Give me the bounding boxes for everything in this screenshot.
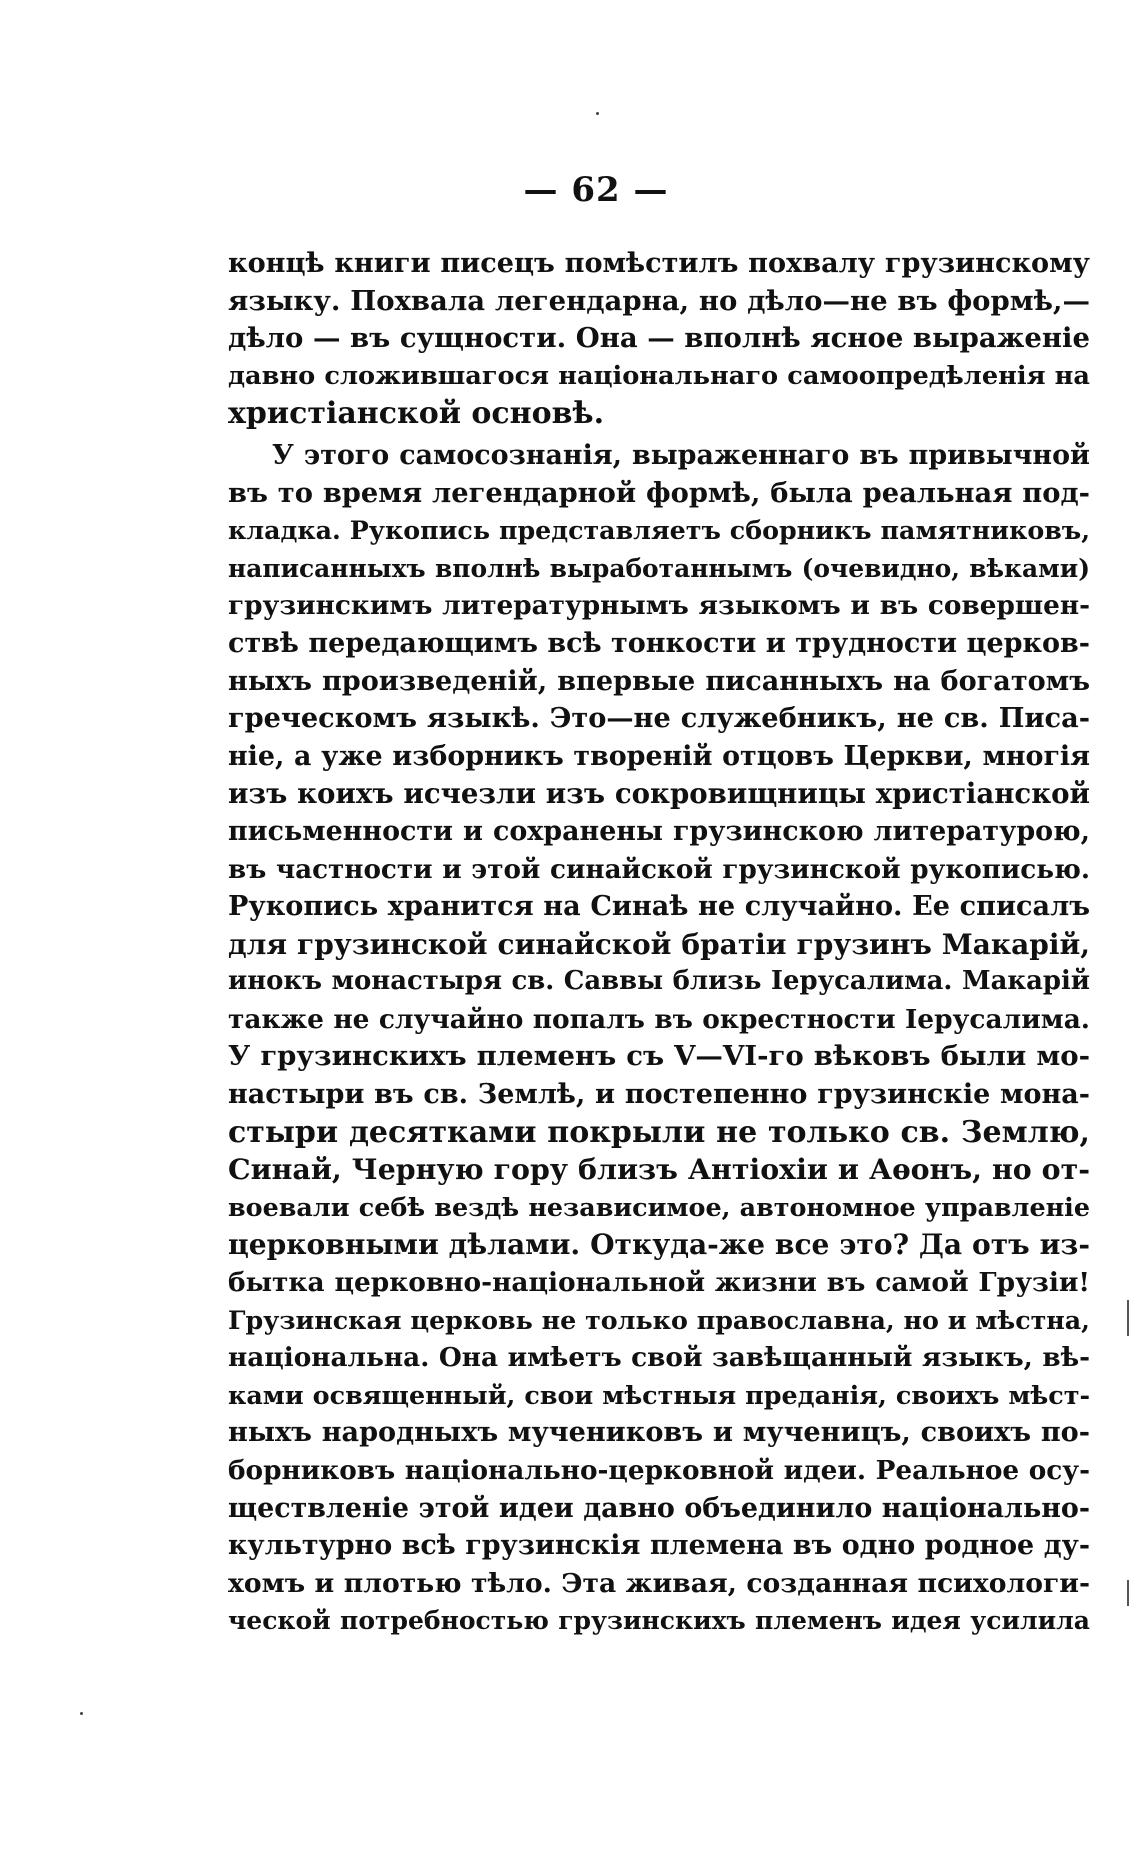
text-line: для грузинской синайской братіи грузинъ Макарій, <box>228 927 1090 961</box>
text-line: также не случайно попалъ въ окрестности Іерусалима. <box>228 1003 1090 1035</box>
text-line: ніе, а уже изборникъ твореній отцовъ Церкви, многія <box>228 740 1090 772</box>
body-text <box>228 245 1090 1640</box>
text-line: грузинскимъ литературнымъ языкомъ и въ совершен- <box>228 590 1090 622</box>
text-line: давно сложившагося національнаго самоопредѣленія на <box>228 360 1090 391</box>
scan-edge-mark <box>1127 1580 1129 1606</box>
text-line: ками освященный, свои мѣстныя преданія, своихъ мѣст- <box>228 1379 1090 1410</box>
text-line: церковными дѣлами. Откуда-же все это? Да отъ из- <box>228 1228 1090 1262</box>
text-line: дѣло — въ сущности. Она — вполнѣ ясное выраженіе <box>228 322 1090 355</box>
text-line: У этого самосознанія, выраженнаго въ привычной <box>272 439 1090 471</box>
text-line: ныхъ произведеній, впервые писанныхъ на богатомъ <box>228 665 1090 697</box>
text-line: національна. Она имѣетъ свой завѣщанный языкъ, вѣ- <box>228 1342 1090 1374</box>
text-line: написанныхъ вполнѣ выработаннымъ (очевидно, вѣками) <box>228 553 1090 583</box>
text-line: изъ коихъ исчезли изъ сокровищницы христіанской <box>228 777 1090 811</box>
text-line: борниковъ національно-церковной идеи. Реальное осу- <box>228 1455 1090 1486</box>
text-line: христіанской основѣ. <box>228 396 605 432</box>
text-line: письменности и сохранены грузинскою литературою, <box>228 815 1090 847</box>
text-line: ствѣ передающимъ всѣ тонкости и трудности церков- <box>228 627 1090 659</box>
text-line: языку. Похвала легендарна, но дѣло—не въ формѣ,— <box>228 284 1090 317</box>
text-line: въ то время легендарной формѣ, была реальная под- <box>228 476 1090 509</box>
text-line: Рукопись хранится на Синаѣ не случайно. Ее списалъ <box>228 891 1090 923</box>
scan-edge-mark <box>1127 1300 1129 1336</box>
text-line: хомъ и плотью тѣло. Эта живая, созданная психологи- <box>228 1567 1090 1599</box>
text-line: культурно всѣ грузинскія племена въ одно родное ду- <box>228 1530 1090 1562</box>
text-line: Синай, Черную гору близъ Антіохіи и Аѳонъ, но от- <box>228 1152 1090 1187</box>
text-line: ществленіе этой идеи давно объединило національно- <box>228 1492 1090 1524</box>
text-line: У грузинскихъ племенъ съ V—VI-го вѣковъ были мо- <box>228 1040 1090 1073</box>
text-line: ческой потребностью грузинскихъ племенъ идея усилила <box>228 1606 1090 1636</box>
scan-speck <box>80 1712 83 1715</box>
text-line: концѣ книги писецъ помѣстилъ похвалу грузинскому <box>228 248 1090 279</box>
text-line: воевали себѣ вездѣ независимое, автономное управленіе <box>228 1191 1090 1222</box>
scan-speck <box>596 112 599 115</box>
text-line: кладка. Рукопись представляетъ сборникъ памятниковъ, <box>228 515 1090 546</box>
text-line: Грузинская церковь не только православна, но и мѣстна, <box>228 1304 1090 1335</box>
text-line: бытка церковно-національной жизни въ самой Грузіи! <box>228 1267 1090 1299</box>
text-line: въ частности и этой синайской грузинской рукописью. <box>228 853 1090 885</box>
text-line: инокъ монастыря св. Саввы близь Іерусалима. Макарій <box>228 966 1090 997</box>
text-line: настыри въ св. Землѣ, и постепенно грузинскіе мона- <box>228 1079 1090 1111</box>
text-line: стыри десятками покрыли не только св. Землю, <box>228 1114 1090 1150</box>
page-number: — 62 — <box>523 170 669 210</box>
text-line: ныхъ народныхъ мучениковъ и мученицъ, своихъ по- <box>228 1417 1090 1449</box>
text-line: греческомъ языкѣ. Это—не служебникъ, не св. Писа- <box>228 702 1090 735</box>
